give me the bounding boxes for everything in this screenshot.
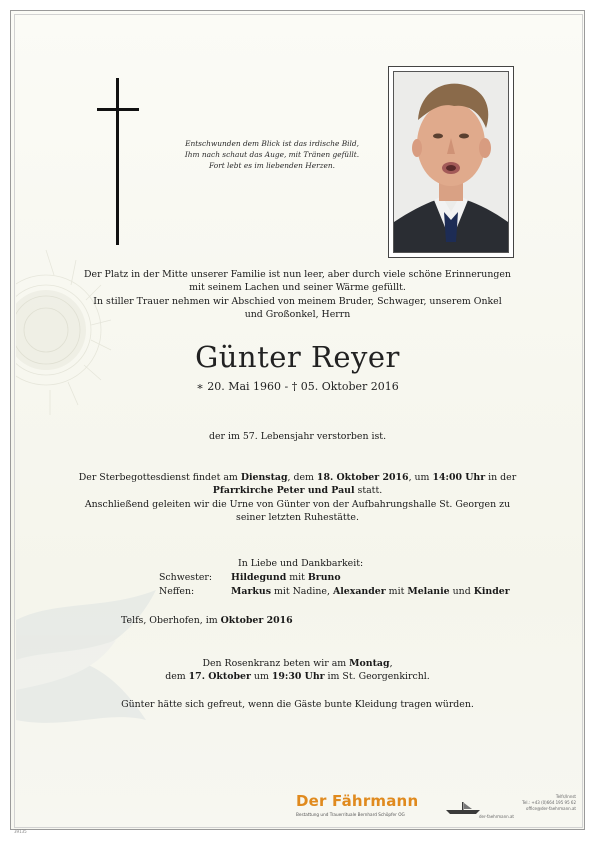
rosary-line-1: Den Rosenkranz beten wir am Montag, [202, 658, 393, 669]
cross-icon [97, 78, 139, 245]
portrait-photo [388, 66, 514, 258]
sister-label: Schwester: [159, 572, 213, 583]
place-date: Telfs, Oberhofen, im Oktober 2016 [121, 615, 293, 626]
intro-line: und Großonkel, Herrn [244, 309, 351, 321]
service-line-2: Pfarrkirche Peter und Paul statt. [212, 485, 383, 497]
funeral-home-contact: Telfs/Innst Tel.: +43 (0)664 195 95 62 office@der-faehrmann.at [522, 794, 576, 811]
service-line-4: seiner letzten Ruhestätte. [236, 512, 359, 524]
intro-line: In stiller Trauer nehmen wir Abschied von meinem Bruder, Schwager, unserem Onkel [93, 295, 502, 307]
service-line-3: Anschließend geleiten wir die Urne von Günter von der Aufbahrungshalle St. Georgen zu [84, 498, 511, 510]
poem-line: Fort lebt es im liebenden Herzen. [209, 161, 335, 170]
footer [296, 792, 576, 822]
age-line: der im 57. Lebensjahr verstorben ist. [208, 431, 387, 442]
funeral-home-subtitle: Bestattung und Trauerrituale Bernhard Schöpfer OG [296, 812, 405, 817]
nephews-label: Neffen: [159, 586, 195, 597]
ferry-boat-icon [444, 800, 484, 816]
nephews-names: Markus mit Nadine, Alexander mit Melanie und Kinder [231, 586, 510, 597]
intro-line: Der Platz in der Mitte unserer Familie ist nun leer, aber durch viele schöne Erinnerungen [84, 269, 511, 280]
intro-text [40, 268, 555, 322]
life-dates: ∗ 20. Mai 1960 - † 05. Oktober 2016 [196, 380, 399, 393]
service-line-1: Der Sterbegottesdienst findet am Dienstag, dem 18. Oktober 2016, um 14:00 Uhr in der [78, 472, 517, 483]
portrait-image [394, 72, 508, 252]
rosary-text [40, 657, 555, 684]
poem-line: Entschwunden dem Blick ist das irdische Bild, [185, 139, 359, 148]
funeral-home-website: der-faehrmann.at [479, 814, 514, 819]
rosary-line-2: dem 17. Oktober um 19:30 Uhr im St. Georgenkirchl. [165, 671, 430, 683]
funeral-home-logo: Der Fährmann [296, 792, 419, 810]
closing-text: Günter hätte sich gefreut, wenn die Gäste bunte Kleidung tragen würden. [121, 699, 474, 710]
poem [158, 138, 386, 171]
deceased-name: Günter Reyer [195, 340, 400, 374]
sister-names: Hildegund mit Bruno [231, 572, 341, 583]
document-code: 39135 [14, 829, 27, 834]
intro-line: mit seinem Lachen und seiner Wärme gefüllt. [189, 282, 406, 294]
service-text [40, 471, 555, 525]
poem-line: Ihm nach schaut das Auge, mit Tränen gefüllt. [184, 150, 360, 159]
mourners-heading: In Liebe und Dankbarkeit: [238, 558, 364, 569]
